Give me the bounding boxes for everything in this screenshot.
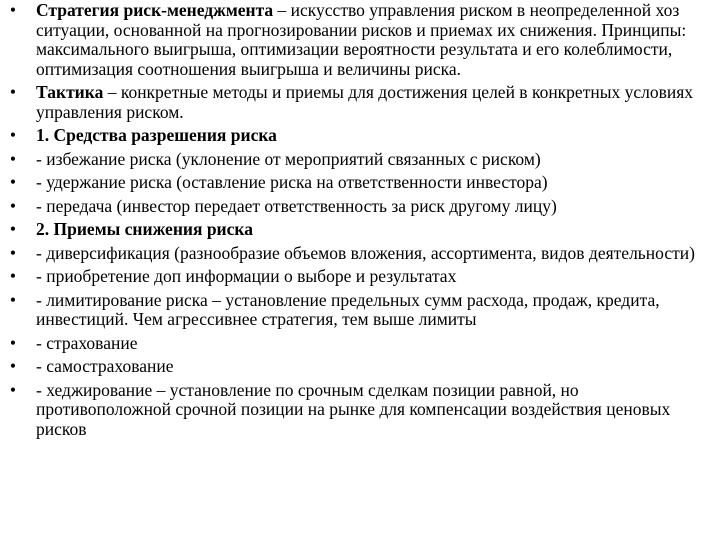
list-item [6, 197, 708, 217]
list-item [6, 126, 708, 146]
bullet-icon: • [9, 172, 17, 192]
bullet-icon: • [9, 242, 17, 263]
item-text: - диверсификация (разнообразие объемов вложения, ассортимента, видов деятельности) [36, 242, 695, 263]
item-term: Стратегия риск-менеджмента [36, 0, 274, 20]
list-item [6, 150, 708, 170]
list-item [6, 1, 708, 79]
item-text: - самострахование [36, 356, 174, 376]
bullet-icon: • [9, 266, 17, 286]
item-text: – конкретные методы и приемы для достижения целей в конкретных условиях управления риском. [36, 82, 694, 122]
item-term: Тактика [36, 82, 104, 102]
item-text: – искусство управления риском в неопределенной хоз ситуации, основанной на прогнозировании рисков и приемах их снижения. Принципы: максимального выигрыша, оптимизации вероятности результата и его колеблимости, оптимизация соотношения выигрыша и величины риска. [36, 0, 687, 79]
bullet-list [6, 1, 708, 439]
item-text: - страхование [36, 332, 138, 353]
bullet-icon: • [9, 332, 17, 353]
bullet-icon: • [9, 125, 17, 145]
list-item [6, 173, 708, 193]
item-text: - удержание риска (оставление риска на ответственности инвестора) [36, 172, 548, 192]
item-term: 2. Приемы снижения риска [36, 219, 253, 239]
list-item [6, 334, 708, 354]
list-item [6, 357, 708, 377]
bullet-icon: • [9, 219, 17, 239]
bullet-icon: • [9, 0, 17, 20]
bullet-icon: • [9, 356, 17, 376]
bullet-icon: • [9, 82, 17, 102]
list-item [6, 291, 708, 330]
list-item [6, 381, 708, 440]
bullet-icon: • [9, 195, 17, 216]
list-item [6, 220, 708, 240]
item-text: - избежание риска (уклонение от мероприятий связанных с риском) [36, 148, 541, 169]
item-text: - лимитирование риска – установление предельных сумм расхода, продаж, кредита, инвестиций. Чем агрессивнее стратегия, тем выше лимиты [36, 289, 660, 329]
list-item [6, 83, 708, 122]
list-item [6, 244, 708, 264]
item-text: - приобретение доп информации о выборе и результатах [36, 266, 457, 286]
bullet-icon: • [9, 148, 17, 169]
item-term: 1. Средства разрешения риска [36, 125, 277, 145]
bullet-icon: • [9, 379, 17, 400]
bullet-icon: • [9, 289, 17, 310]
item-text: - хеджирование – установление по срочным сделкам позиции равной, но противоположной срочной позиции на рынке для компенсации воздействия ценовых рисков [36, 379, 671, 439]
list-item [6, 267, 708, 287]
item-text: - передача (инвестор передает ответственность за риск другому лицу) [36, 195, 557, 216]
